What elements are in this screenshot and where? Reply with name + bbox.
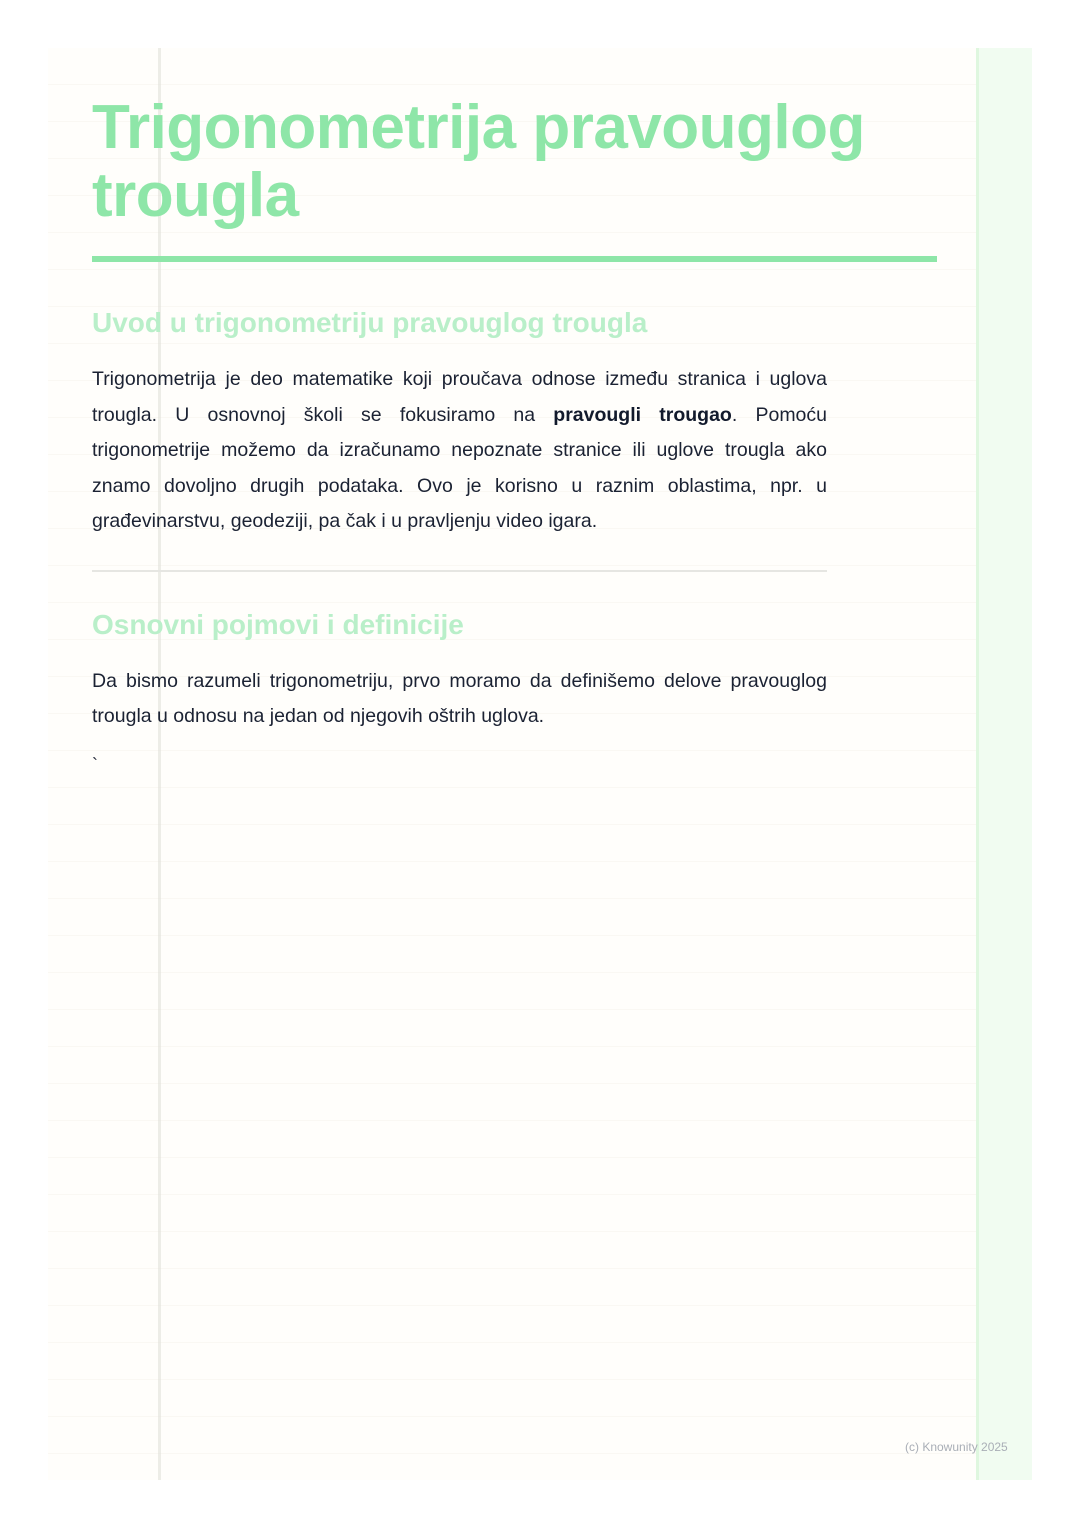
- document-page: [48, 48, 1032, 1480]
- paragraph-text-before: Trigonometrija je deo matematike koji proučava odnose između stranica i uglova trougla. U osnovnoj školi se fokusiramo na: [92, 368, 827, 426]
- paragraph-text-after: . Pomoću trigonometrije možemo da izračunamo nepoznate stranice ili uglove trougla ako znamo dovoljno drugih podataka. Ovo je korisno u raznim oblastima, npr. u građevinarstvu, geodeziji, pa čak i u pravljenju video igara.: [92, 403, 828, 532]
- page-title: Trigonometrija pravouglog trougla: [92, 93, 865, 230]
- copyright-footer: (c) Knowunity 2025: [905, 1440, 1008, 1454]
- paragraph-bold-term: pravougli trougao: [553, 403, 732, 426]
- stray-backtick-mark: `: [92, 755, 98, 775]
- document-content: [92, 94, 937, 776]
- section-heading-definitions: Osnovni pojmovi i definicije: [92, 608, 464, 640]
- right-margin-line: [976, 48, 979, 1480]
- section-paragraph-intro: [92, 362, 827, 540]
- title-underline: [92, 256, 937, 262]
- right-margin-band: [976, 48, 1032, 1480]
- section-paragraph-definitions: Da bismo razumeli trigonometriju, prvo moramo da definišemo delove pravouglog trougla u odnosu na jedan od njegovih oštrih uglova.: [92, 669, 827, 727]
- section-heading-intro: Uvod u trigonometriju pravouglog trougla: [92, 307, 648, 338]
- section-divider: [92, 570, 827, 572]
